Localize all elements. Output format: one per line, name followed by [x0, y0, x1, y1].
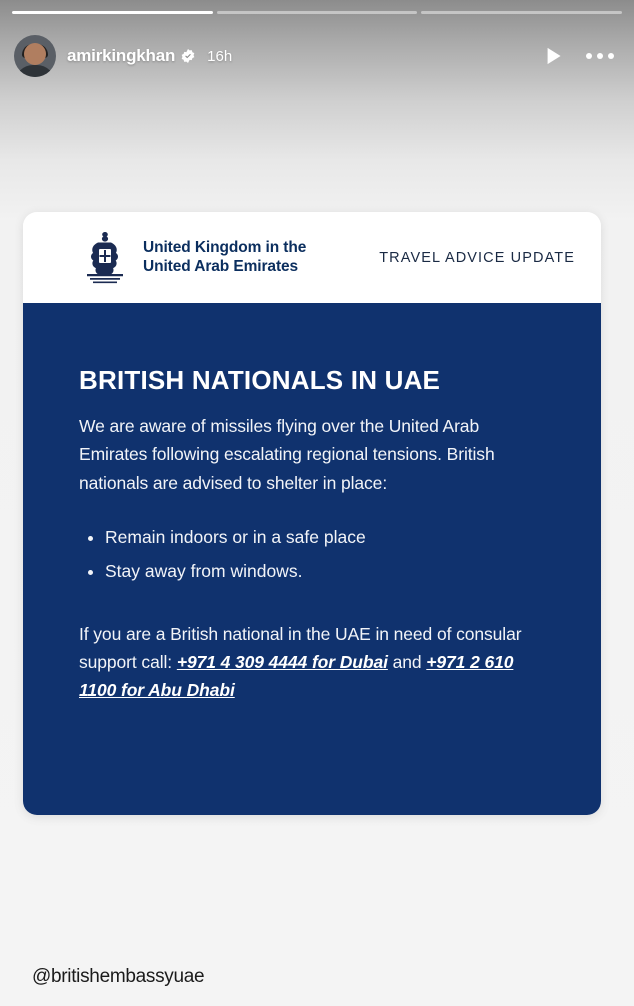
- advice-title: BRITISH NATIONALS IN UAE: [79, 365, 441, 395]
- avatar[interactable]: [14, 35, 56, 77]
- phone-abu-dhabi[interactable]: +971 2 610 1100 for Abu Dhabi: [79, 652, 514, 701]
- advice-card-header: [23, 212, 601, 303]
- username-label[interactable]: amirkingkhan: [67, 46, 176, 65]
- contact-prefix: If you are a British national in the UAE in need of consular support call:: [79, 623, 522, 673]
- phone-dubai[interactable]: +971 4 309 4444 for Dubai: [176, 652, 388, 673]
- contact-join: and: [387, 652, 427, 673]
- play-icon[interactable]: [540, 43, 566, 69]
- royal-crest-icon: [79, 230, 131, 286]
- crest-text-block: [143, 239, 306, 277]
- more-dot-1: [586, 53, 592, 59]
- advice-paragraph: We are aware of missiles flying over the United Arab Emirates following escalating regional tensions. British nationals are advised to shelter in place:: [79, 416, 495, 493]
- travel-advice-update-label: TRAVEL ADVICE UPDATE: [379, 249, 575, 266]
- story-progress-segment-2[interactable]: [217, 11, 418, 14]
- more-dot-2: [597, 53, 603, 59]
- advice-card: [23, 212, 601, 815]
- more-options-icon[interactable]: [586, 53, 614, 59]
- verified-badge-icon: [180, 48, 196, 64]
- crest-line-1: United Kingdom in the: [143, 238, 307, 256]
- more-dot-3: [608, 53, 614, 59]
- story-progress-segment-3[interactable]: [421, 11, 622, 14]
- advice-card-body: [23, 303, 601, 815]
- crest-line-2: United Arab Emirates: [143, 257, 299, 275]
- list-item: • Remain indoors or in a safe place: [105, 523, 545, 551]
- list-item: • Stay away from windows.: [105, 557, 545, 585]
- story-progress-segment-1[interactable]: [12, 11, 213, 14]
- story-header: [0, 30, 634, 82]
- advice-bullet-list: [79, 523, 545, 586]
- story-timestamp: 16h: [207, 47, 233, 65]
- story-caption-handle[interactable]: @britishembassyuae: [32, 966, 205, 987]
- consular-contact-text: [79, 620, 545, 705]
- story-progress-bars: [12, 11, 622, 14]
